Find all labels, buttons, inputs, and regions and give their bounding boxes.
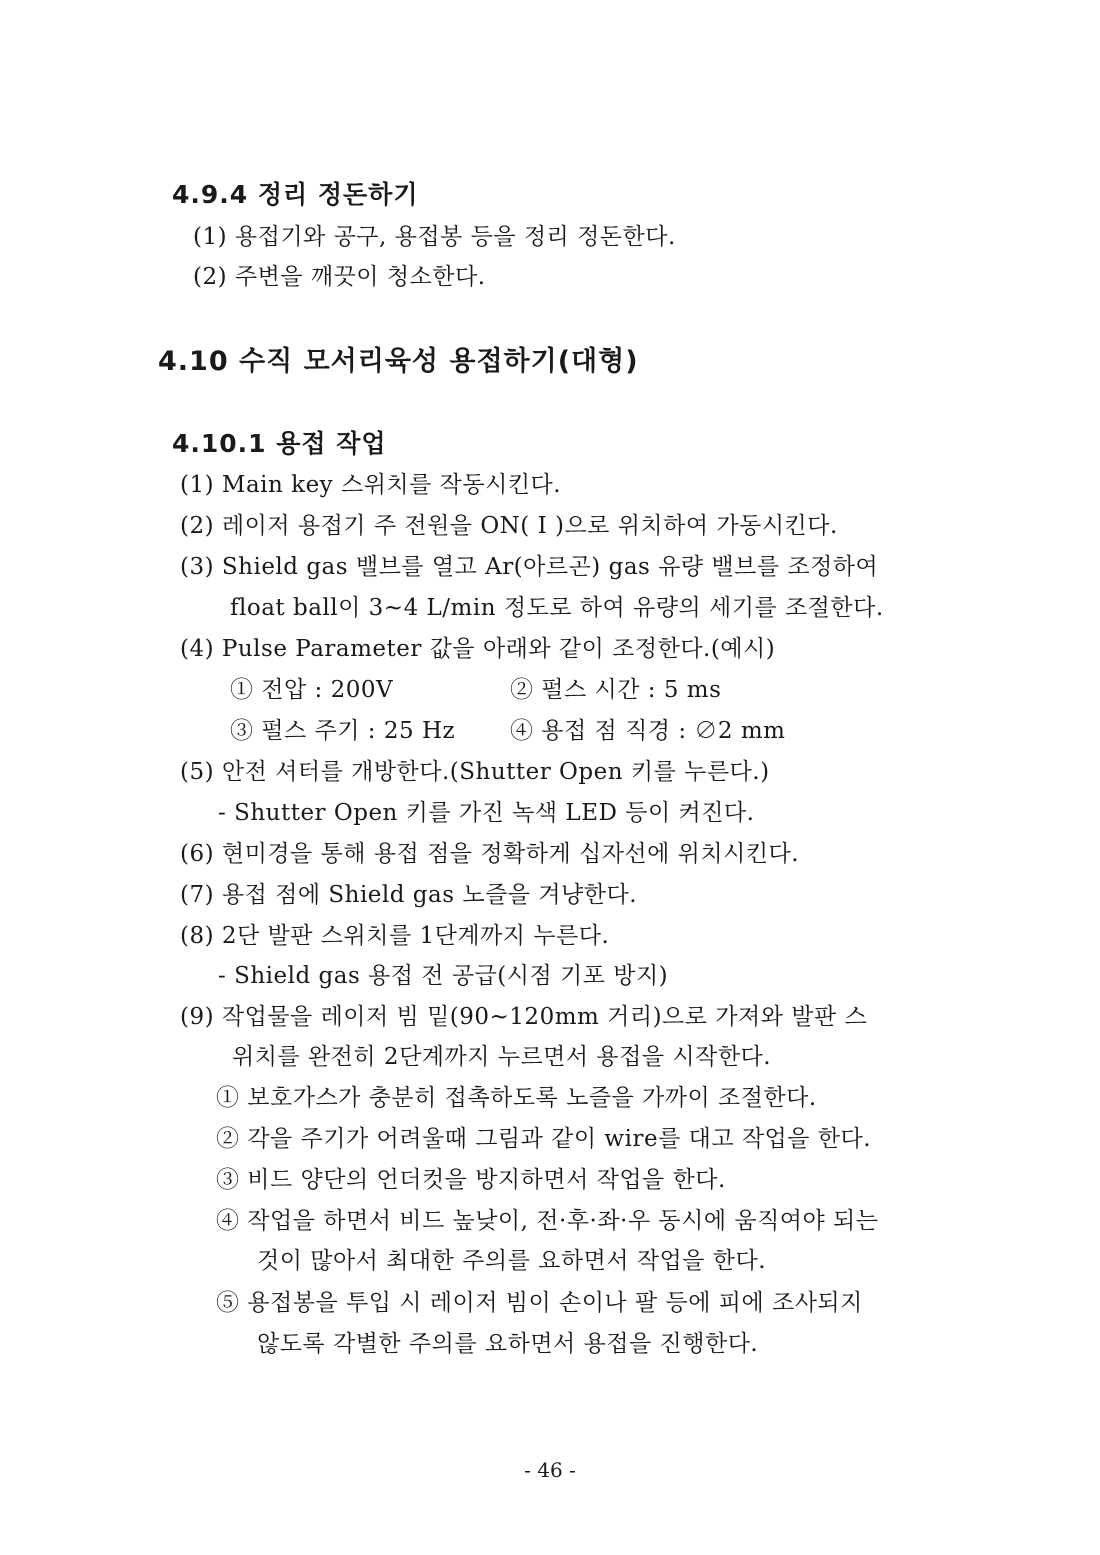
step-1: (1) Main key 스위치를 작동시킨다. [180, 472, 562, 498]
heading-4-9-4: 4.9.4 정리 정돈하기 [172, 180, 419, 209]
list-item: (2) 주변을 깨끗이 청소한다. [193, 264, 486, 290]
step-9-continued: 위치를 완전히 2단계까지 누르면서 용접을 시작한다. [232, 1044, 772, 1070]
sub-item-4-continued: 것이 많아서 최대한 주의를 요하면서 작업을 한다. [257, 1248, 767, 1274]
sub-item-2: ② 각을 주기가 어려울때 그림과 같이 wire를 대고 작업을 한다. [216, 1126, 872, 1152]
step-4: (4) Pulse Parameter 값을 아래와 같이 조정한다.(예시) [180, 636, 776, 662]
step-6: (6) 현미경을 통해 용접 점을 정확하게 십자선에 위치시킨다. [180, 841, 800, 867]
heading-4-10: 4.10 수직 모서리육성 용접하기(대형) [158, 346, 639, 377]
sub-item-1: ① 보호가스가 충분히 접촉하도록 노즐을 가까이 조절한다. [216, 1085, 817, 1111]
param-pulse-period: ③ 펄스 주기 : 25 Hz [230, 718, 456, 744]
step-2: (2) 레이저 용접기 주 전원을 ON( I )으로 위치하여 가동시킨다. [180, 513, 838, 539]
step-3-continued: float ball이 3~4 L/min 정도로 하여 유량의 세기를 조절한다. [230, 595, 884, 621]
sub-item-5: ⑤ 용접봉을 투입 시 레이저 빔이 손이나 팔 등에 피에 조사되지 [216, 1290, 863, 1316]
list-item: (1) 용접기와 공구, 용접봉 등을 정리 정돈한다. [193, 224, 676, 250]
heading-4-10-1: 4.10.1 용접 작업 [172, 429, 387, 458]
sub-item-3: ③ 비드 양단의 언더컷을 방지하면서 작업을 한다. [216, 1167, 726, 1193]
page-number: - 46 - [524, 1458, 576, 1482]
step-8: (8) 2단 발판 스위치를 1단계까지 누른다. [180, 923, 610, 949]
step-8-note: - Shield gas 용접 전 공급(시점 기포 방지) [218, 963, 669, 989]
step-5-note: - Shutter Open 키를 가진 녹색 LED 등이 켜진다. [218, 800, 755, 826]
sub-item-5-continued: 않도록 각별한 주의를 요하면서 용접을 진행한다. [257, 1331, 759, 1357]
step-5: (5) 안전 셔터를 개방한다.(Shutter Open 키를 누른다.) [180, 759, 770, 785]
step-7: (7) 용접 점에 Shield gas 노즐을 겨냥한다. [180, 882, 638, 908]
param-spot-diameter: ④ 용접 점 직경 : ∅2 mm [510, 718, 786, 744]
step-9: (9) 작업물을 레이저 빔 밑(90~120mm 거리)으로 가져와 발판 스 [180, 1004, 868, 1030]
step-3: (3) Shield gas 밸브를 열고 Ar(아르곤) gas 유량 밸브를 조정하여 [180, 554, 879, 580]
param-voltage: ① 전압 : 200V [230, 677, 394, 703]
sub-item-4: ④ 작업을 하면서 비드 높낮이, 전·후·좌·우 동시에 움직여야 되는 [216, 1208, 879, 1234]
param-pulse-time: ② 펄스 시간 : 5 ms [510, 677, 722, 703]
